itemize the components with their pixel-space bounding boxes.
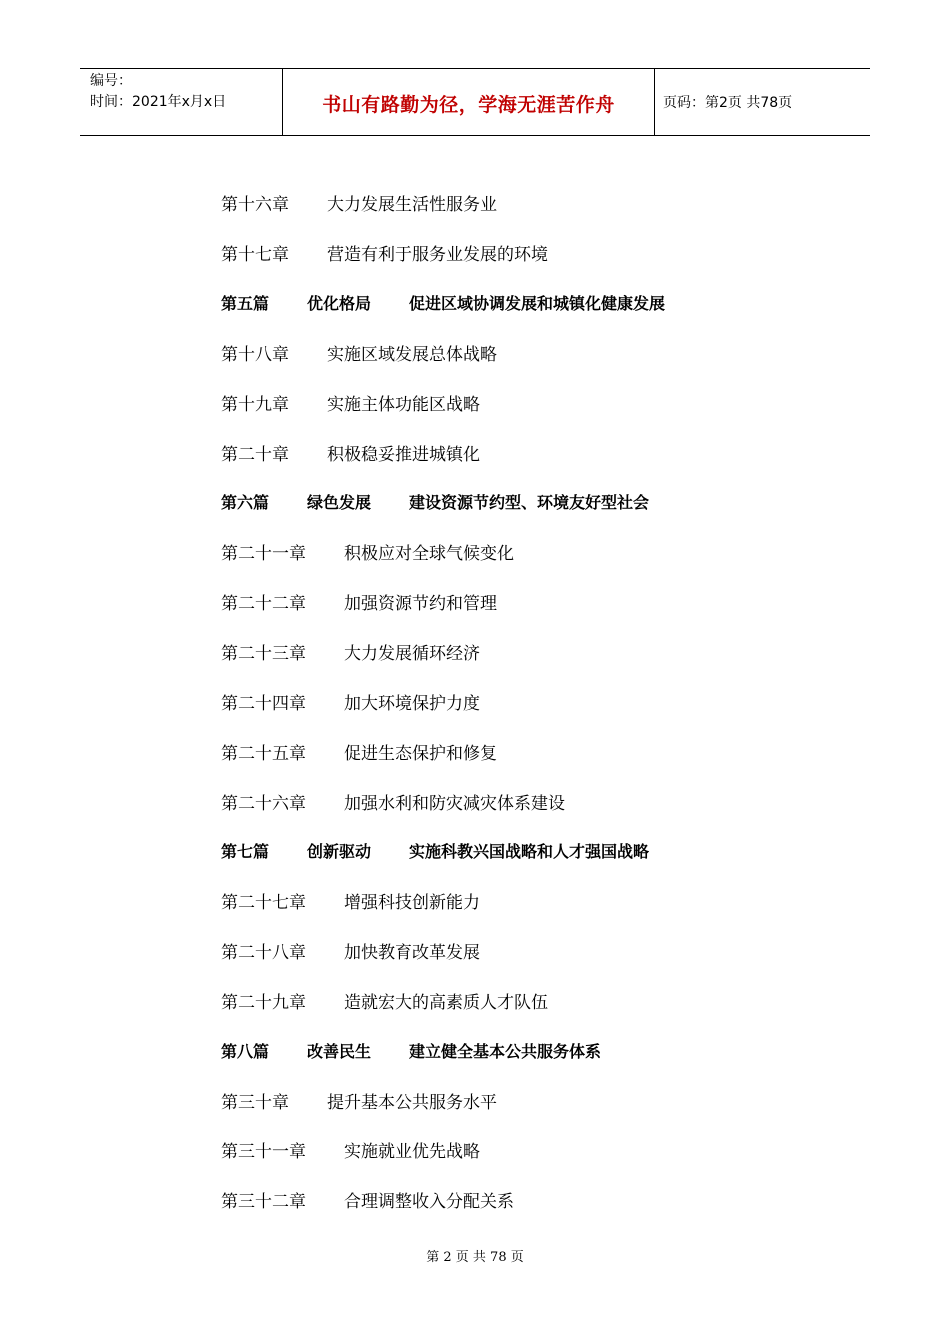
toc-chapter-row (221, 577, 841, 627)
chapter-title: 造就宏大的高素质人才队伍 (344, 992, 548, 1013)
part-title: 建设资源节约型、环境友好型社会 (409, 493, 650, 513)
header-motto: 书山有路勤为径，学海无涯苦作舟 (282, 69, 655, 135)
chapter-title: 加强水利和防灾减灾体系建设 (344, 793, 565, 814)
toc-chapter-row (221, 926, 841, 976)
chapter-number: 第三十二章 (221, 1192, 306, 1213)
chapter-number: 第三十一章 (221, 1142, 306, 1163)
part-title: 促进区域协调发展和城镇化健康发展 (409, 294, 666, 314)
part-theme: 创新驱动 (307, 842, 372, 862)
toc-chapter-row (221, 876, 841, 926)
page-header (80, 68, 870, 136)
chapter-number: 第二十章 (221, 444, 289, 465)
header-page-info: 页码：第2页 共78页 (663, 95, 793, 111)
chapter-number: 第三十章 (221, 1092, 289, 1113)
toc-chapter-row (221, 1075, 841, 1125)
chapter-title: 加快教育改革发展 (344, 943, 480, 964)
part-title: 实施科教兴国战略和人才强国战略 (409, 842, 650, 862)
part-title: 建立健全基本公共服务体系 (409, 1041, 602, 1061)
chapter-title: 大力发展循环经济 (344, 644, 480, 665)
chapter-title: 积极应对全球气候变化 (344, 544, 514, 565)
toc-part-row (221, 1025, 841, 1075)
toc-chapter-row (221, 726, 841, 776)
chapter-number: 第十七章 (221, 245, 289, 266)
chapter-title: 提升基本公共服务水平 (327, 1092, 497, 1113)
chapter-title: 加强资源节约和管理 (344, 594, 497, 615)
chapter-title: 实施主体功能区战略 (327, 394, 480, 415)
header-meta (80, 69, 282, 135)
part-number: 第七篇 (221, 842, 270, 862)
chapter-number: 第十六章 (221, 195, 289, 216)
chapter-number: 第二十三章 (221, 644, 306, 665)
time-label: 时间：2021年x月x日 (90, 94, 227, 110)
part-number: 第六篇 (221, 493, 270, 513)
part-theme: 改善民生 (307, 1041, 372, 1061)
chapter-number: 第二十二章 (221, 594, 306, 615)
toc-chapter-row (221, 1175, 841, 1225)
toc-chapter-row (221, 676, 841, 726)
part-theme: 优化格局 (307, 294, 372, 314)
toc-chapter-row (221, 228, 841, 278)
chapter-title: 增强科技创新能力 (344, 893, 480, 914)
toc-chapter-row (221, 377, 841, 427)
toc-chapter-row (221, 976, 841, 1026)
toc-chapter-row (221, 178, 841, 228)
chapter-number: 第十八章 (221, 344, 289, 365)
part-number: 第五篇 (221, 294, 270, 314)
chapter-number: 第二十七章 (221, 893, 306, 914)
toc-chapter-row (221, 427, 841, 477)
chapter-title: 营造有利于服务业发展的环境 (327, 245, 548, 266)
chapter-title: 实施区域发展总体战略 (327, 344, 497, 365)
part-theme: 绿色发展 (307, 493, 372, 513)
chapter-number: 第二十六章 (221, 793, 306, 814)
toc-part-row (221, 477, 841, 527)
chapter-number: 第二十五章 (221, 743, 306, 764)
chapter-number: 第十九章 (221, 394, 289, 415)
chapter-title: 促进生态保护和修复 (344, 743, 497, 764)
toc-chapter-row (221, 527, 841, 577)
toc-chapter-row (221, 627, 841, 677)
chapter-number: 第二十一章 (221, 544, 306, 565)
chapter-number: 第二十八章 (221, 943, 306, 964)
chapter-number: 第二十九章 (221, 992, 306, 1013)
number-label: 编号： (90, 73, 132, 89)
chapter-title: 实施就业优先战略 (344, 1142, 480, 1163)
toc-part-row (221, 826, 841, 876)
chapter-title: 积极稳妥推进城镇化 (327, 444, 480, 465)
page-footer: 第 2 页 共 78 页 (426, 1250, 524, 1265)
table-of-contents (221, 178, 841, 1225)
chapter-title: 加大环境保护力度 (344, 693, 480, 714)
toc-chapter-row (221, 776, 841, 826)
chapter-title: 合理调整收入分配关系 (344, 1192, 514, 1213)
toc-part-row (221, 278, 841, 328)
chapter-title: 大力发展生活性服务业 (327, 195, 497, 216)
part-number: 第八篇 (221, 1041, 270, 1061)
toc-chapter-row (221, 328, 841, 378)
toc-chapter-row (221, 1125, 841, 1175)
chapter-number: 第二十四章 (221, 693, 306, 714)
